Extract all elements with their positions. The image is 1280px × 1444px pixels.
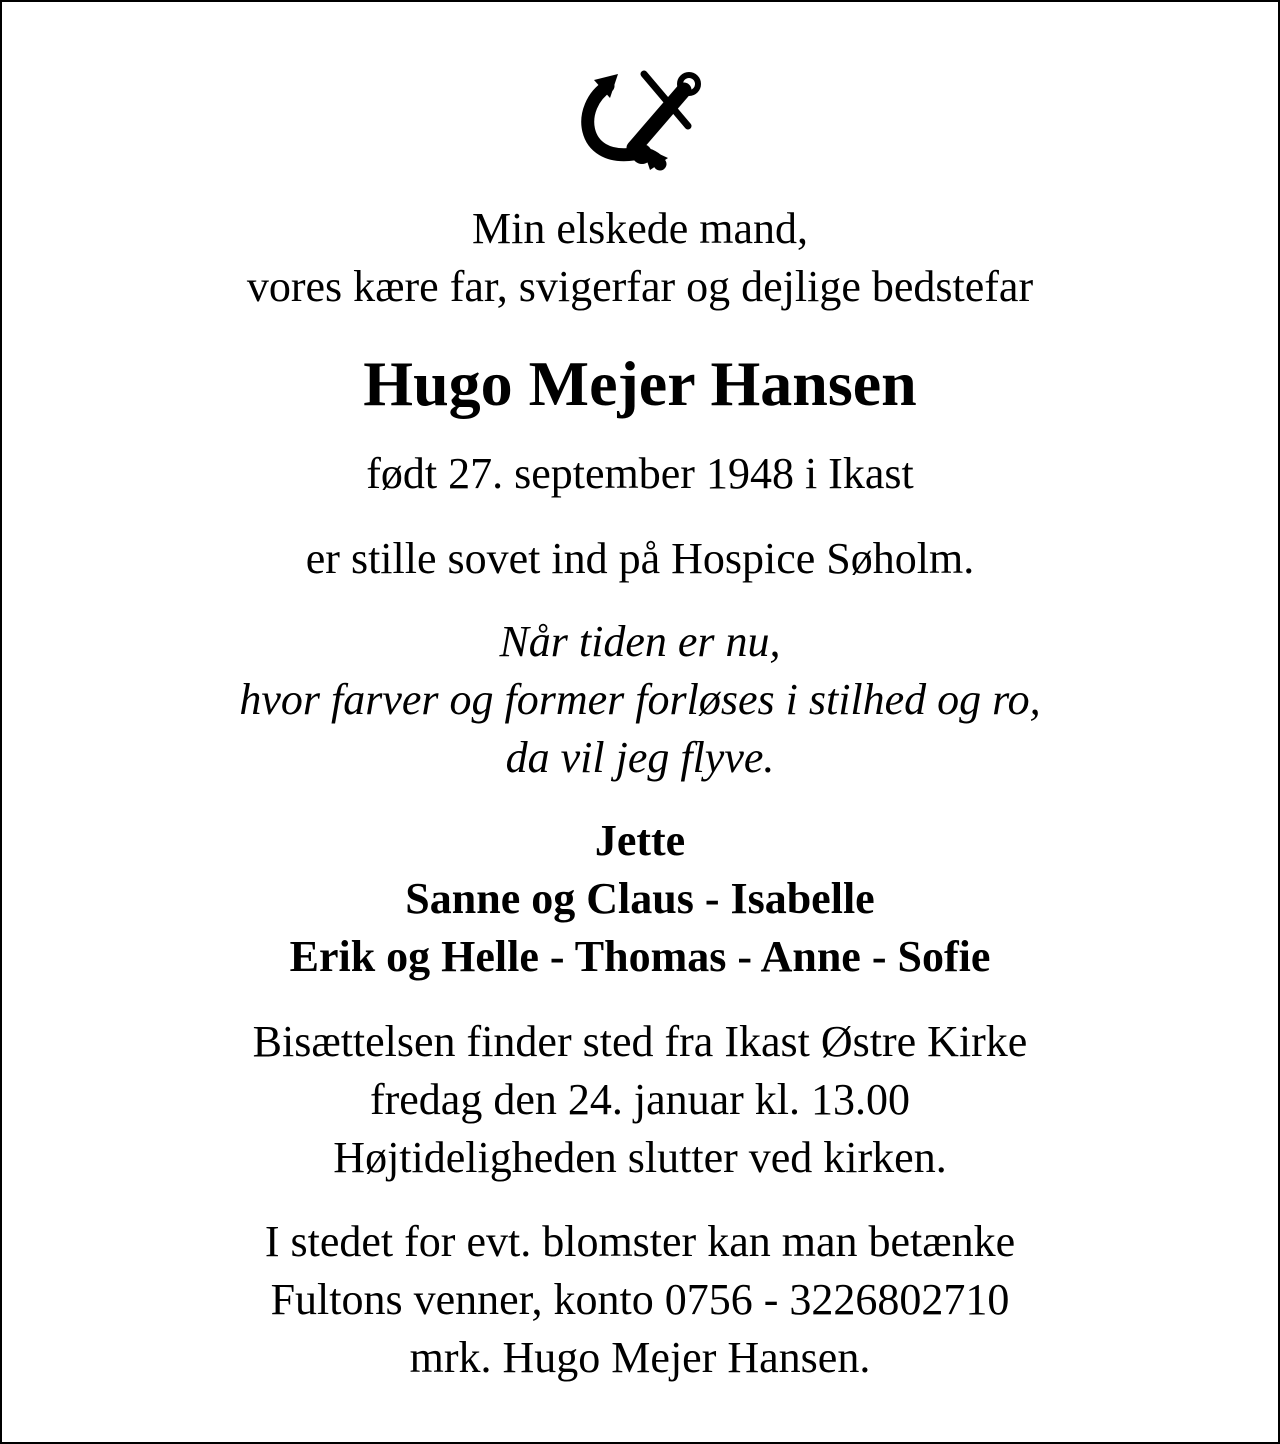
birth-line: født 27. september 1948 i Ikast	[366, 449, 914, 498]
poem-line: da vil jeg flyve.	[505, 733, 775, 782]
poem-line: Når tiden er nu,	[499, 617, 781, 666]
family-line: Sanne og Claus - Isabelle	[405, 874, 875, 923]
intro-line: Min elskede mand,	[471, 204, 809, 253]
donation-line: mrk. Hugo Mejer Hansen.	[409, 1333, 871, 1382]
deceased-name: Hugo Mejer Hansen	[363, 348, 917, 419]
family-line: Jette	[594, 816, 686, 865]
family-line: Erik og Helle - Thomas - Anne - Sofie	[289, 932, 991, 981]
poem-line: hvor farver og former forløses i stilhed og ro,	[239, 675, 1041, 724]
funeral-line: fredag den 24. januar kl. 13.00	[369, 1075, 911, 1124]
funeral-line: Bisættelsen finder sted fra Ikast Østre Kirke	[252, 1017, 1028, 1066]
passing-line: er stille sovet ind på Hospice Søholm.	[305, 534, 975, 583]
donation-line: Fultons venner, konto 0756 - 3226802710	[270, 1275, 1010, 1324]
funeral-line: Højtideligheden slutter ved kirken.	[333, 1133, 947, 1182]
donation-line: I stedet for evt. blomster kan man betænke	[264, 1217, 1016, 1266]
intro-line: vores kære far, svigerfar og dejlige bedstefar	[246, 262, 1034, 311]
anchor-icon	[572, 60, 712, 180]
